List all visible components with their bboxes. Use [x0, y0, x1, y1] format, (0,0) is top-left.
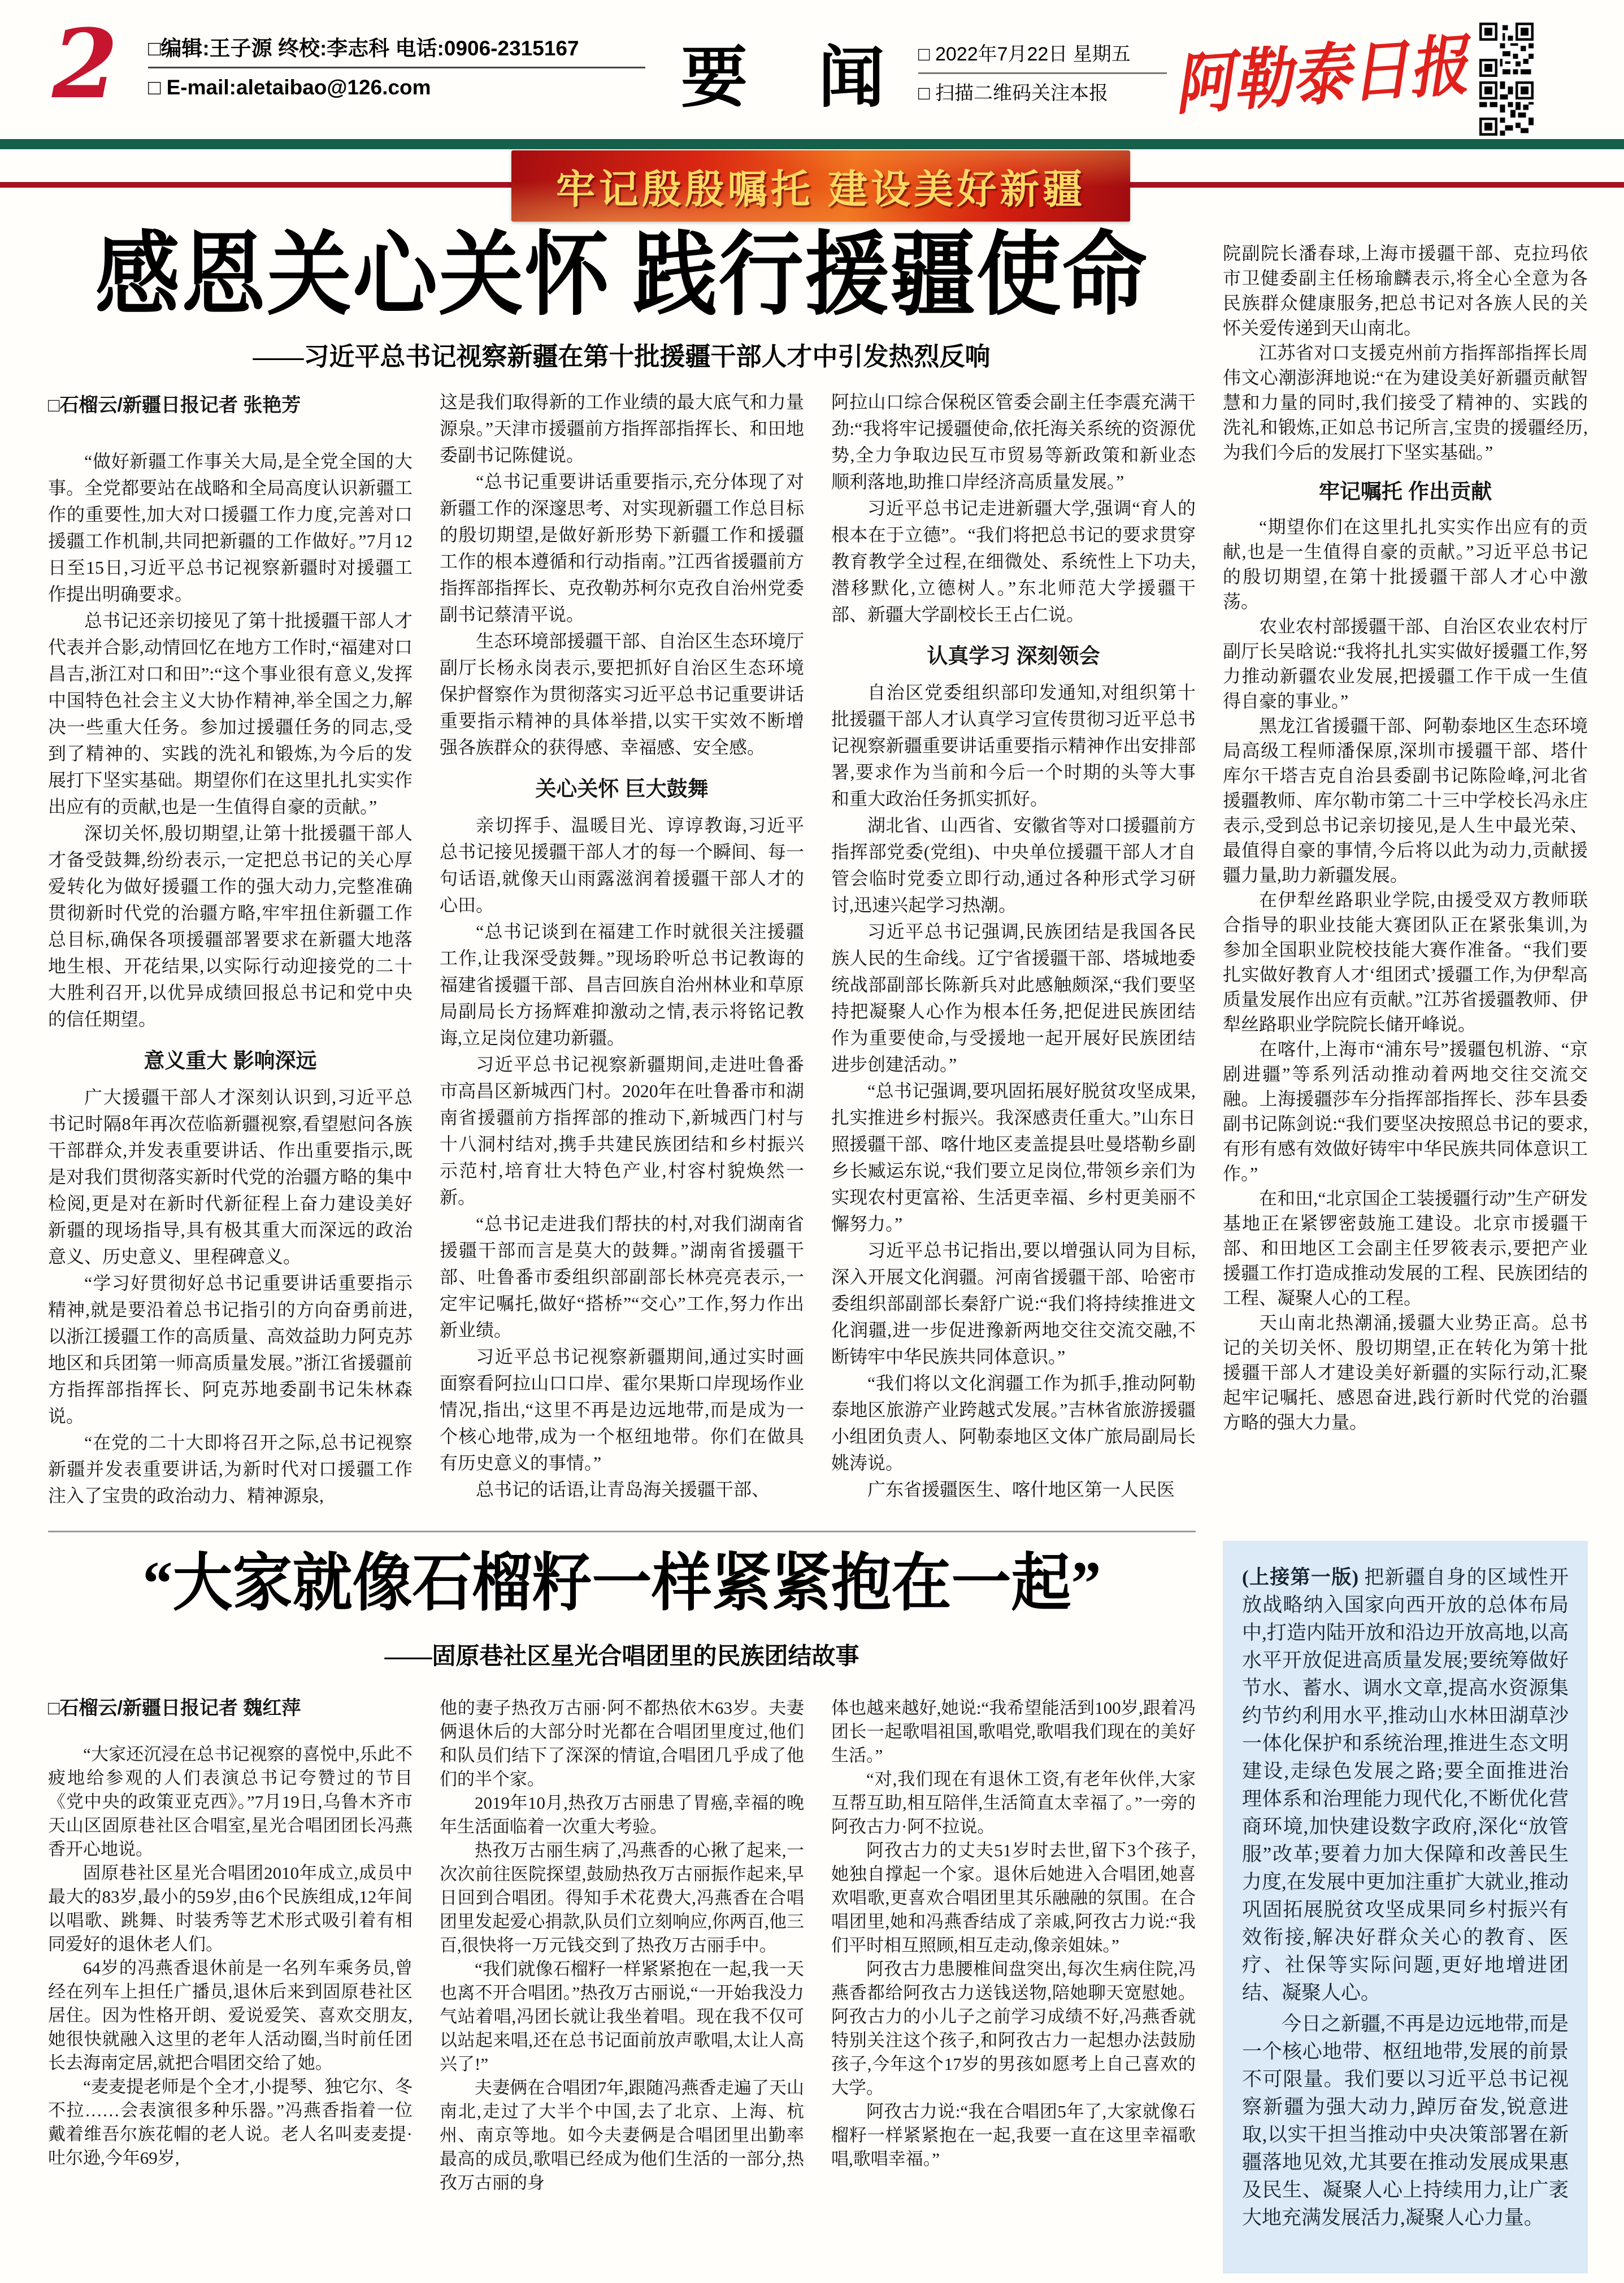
article-paragraph: 热孜万古丽生病了,冯燕香的心揪了起来,一次次前往医院探望,鼓励热孜万古丽振作起来,早日回到合唱团。得知手术花费大,冯燕香在合唱团里发起爱心捐款,队员们立刻响应,你两百,他三百,很快将一万元钱交到了热孜万古丽手中。: [440, 1840, 804, 1955]
article-paragraph: “总书记走进我们帮扶的村,对我们湖南省援疆干部而言是莫大的鼓舞。”湖南省援疆干部、吐鲁番市委组织部副部长林亮亮表示,一定牢记嘱托,做好“搭桥”“交心”工作,努力作出新业绩。: [440, 1214, 804, 1340]
qr-code-icon: [1479, 23, 1534, 77]
article-paragraph: “期望你们在这里扎扎实实作出应有的贡献,也是一生值得自豪的贡献。”习近平总书记的殷切期望,在第十批援疆干部人才心中激荡。: [1223, 517, 1588, 612]
article-paragraph: 在喀什,上海市“浦东号”援疆包机游、“京剧进疆”等系列活动推动着两地交往交流交融。上海援疆莎车分指挥部指挥长、莎车县委副书记陈剑说:“我们要坚决按照总书记的要求,有形有感有效做好铸牢中华民族共同体意识工作。”: [1223, 1039, 1588, 1184]
article-paragraph: “我们将以文化润疆工作为抓手,推动阿勒泰地区旅游产业跨越式发展。”吉林省旅游援疆小组团负责人、阿勒泰地区文体广旅局副局长姚涛说。: [831, 1373, 1196, 1473]
publish-date: □ 2022年7月22日 星期五: [918, 44, 1131, 65]
column-subhead: 认真学习 深刻领会: [927, 644, 1100, 668]
article-paragraph: 阿孜古力说:“我在合唱团5年了,大家就像石榴籽一样紧紧抱在一起,我要一直在这里幸福歌唱,歌唱幸福。”: [831, 2102, 1196, 2169]
article-paragraph: 深切关怀,殷切期望,让第十批援疆干部人才备受鼓舞,纷纷表示,一定把总书记的关心厚爱转化为做好援疆工作的强大动力,完整准确贯彻新时代党的治疆方略,牢牢扭住新疆工作总目标,确保各项援疆部署要求在新疆大地落地生根、开花结果,以实际行动迎接党的二十大胜利召开,以优异成绩回报总书记和党中央的信任期望。: [48, 823, 412, 1029]
qr-code-group: [1479, 23, 1534, 140]
article-paragraph: 在和田,“北京国企工装援疆行动”生产研发基地正在紧锣密鼓施工建设。北京市援疆干部、和田地区工会副主任罗筱表示,要把产业援疆工作打造成推动发展的工程、民族团结的工程、凝聚人心的工程。: [1223, 1188, 1588, 1308]
article1-column-3: [831, 389, 1196, 1524]
article-paragraph: 习近平总书记走进新疆大学,强调“育人的根本在于立德”。“我们将把总书记的要求贯穿教育教学全过程,在细微处、系统性上下功夫,潜移默化,立德树人。”东北师范大学援疆干部、新疆大学副校长王占仁说。: [831, 498, 1196, 625]
green-divider: [0, 139, 1624, 149]
header-divider: [148, 67, 645, 68]
article-paragraph: 院副院长潘春球,上海市援疆干部、克拉玛依市卫健委副主任杨瑜麟表示,将全心全意为各民族群众健康服务,把总书记对各族人民的关怀关爱传递到天山南北。: [1223, 243, 1588, 338]
article-paragraph: 阿拉山口综合保税区管委会副主任李震充满干劲:“我将牢记援疆使命,依托海关系统的资源优势,全力争取边民互市贸易等新政策和新业态顺利落地,助推口岸经济高质量发展。”: [831, 392, 1196, 492]
continued-from-page-one-box: [1223, 1541, 1588, 2273]
continued-label: (上接第一版): [1242, 1566, 1359, 1588]
article-paragraph: “在党的二十大即将召开之际,总书记视察新疆并发表重要讲话,为新时代对口援疆工作注入了宝贵的政治动力、精神源泉,: [48, 1432, 412, 1506]
qr-scan-hint: □ 扫描二维码关注本报: [918, 83, 1108, 104]
article-paragraph: 总书记的话语,让青岛海关援疆干部、: [476, 1479, 770, 1500]
article1-column-4: [1223, 241, 1588, 1533]
article-paragraph: 在伊犁丝路职业学院,由援受双方教师联合指导的职业技能大赛团队正在紧张集训,为参加全国职业院校技能大赛作准备。“我们要扎实做好教育人才‘组团式’援疆工作,为伊犁高质量发展作出应有贡献。”江苏省援疆教师、伊犁丝路职业学院院长储开峰说。: [1223, 890, 1588, 1034]
article-paragraph: 黑龙江省援疆干部、阿勒泰地区生态环境局高级工程师潘保原,深圳市援疆干部、塔什库尔干塔吉克自治县委副书记陈险峰,河北省援疆教师、库尔勒市第二十三中学校长冯永庄表示,受到总书记亲切接见,是人生中最光荣、最值得自豪的事情,今后将以此为动力,贡献援疆力量,助力新疆发展。: [1223, 716, 1588, 885]
article-paragraph: “对,我们现在有退休工资,有老年伙伴,大家互帮互助,相互陪伴,生活简直太幸福了。”一旁的阿孜古力·阿不拉说。: [831, 1769, 1196, 1836]
article-paragraph: 广东省援疆医生、喀什地区第一人民医: [867, 1479, 1175, 1500]
article-paragraph: 习近平总书记指出,要以增强认同为目标,深入开展文化润疆。河南省援疆干部、哈密市委组织部副部长秦舒广说:“我们将持续推进文化润疆,进一步促进豫新两地交往交流交融,不断铸牢中华民族共同体意识。”: [831, 1240, 1196, 1367]
header-divider: [918, 72, 1167, 74]
article-paragraph: 总书记还亲切接见了第十批援疆干部人才代表并合影,动情回忆在地方工作时,“福建对口昌吉,浙江对口和田”:“这个事业很有意义,发挥中国特色社会主义大协作精神,举全国之力,解决一些重大任务。参加过援疆任务的同志,受到了精神的、实践的洗礼和锻炼,为今后的发展打下坚实基础。期望你们在这里扎扎实实作出应有的贡献,也是一生值得自豪的贡献。”: [48, 610, 412, 817]
article-paragraph: 自治区党委组织部印发通知,对组织第十批援疆干部人才认真学习宣传贯彻习近平总书记视察新疆重要讲话重要指示精神作出安排部署,要求作为当前和今后一个时期的头等大事和重大政治任务抓实抓好。: [831, 682, 1196, 809]
article-paragraph: “做好新疆工作事关大局,是全党全国的大事。全党都要站在战略和全局高度认识新疆工作的重要性,加大对口援疆工作力度,完善对口援疆工作机制,共同把新疆的工作做好。”7月12日至15日,习近平总书记视察新疆时对援疆工作提出明确要求。: [48, 451, 412, 604]
article1-title: 感恩关心关怀 践行援疆使命: [95, 225, 1148, 327]
slogan-text: 牢记殷殷嘱托 建设美好新疆: [555, 167, 1086, 211]
article-paragraph: 习近平总书记强调,民族团结是我国各民族人民的生命线。辽宁省援疆干部、塔城地委统战部副部长陈新兵对此感触颇深,“我们要坚持把凝聚人心作为根本任务,把促进民族团结作为重要使命,与受援地一起开展好民族团结进步创建活动。”: [831, 921, 1196, 1075]
article-paragraph: 农业农村部援疆干部、自治区农业农村厅副厅长吴晗说:“我将扎扎实实做好援疆工作,努力推动新疆农业发展,把援疆工作干成一生值得自豪的事业。”: [1223, 616, 1588, 711]
editor-line: □编辑:王子源 终校:李志科 电话:0906-2315167: [148, 37, 579, 60]
article-byline: □石榴云/新疆日报记者 魏红萍: [48, 1697, 301, 1719]
article2: [48, 1531, 1196, 2267]
article-paragraph: “我们就像石榴籽一样紧紧抱在一起,我一天也离不开合唱团。”热孜万古丽说,“一开始我没力气站着唱,冯团长就让我坐着唱。现在我不仅可以站起来唱,还在总书记面前放声歌唱,太让人高兴了!”: [440, 1959, 804, 2074]
column-subhead: 关心关怀 巨大鼓舞: [535, 777, 709, 800]
article-paragraph: “总书记强调,要巩固拓展好脱贫攻坚成果,扎实推进乡村振兴。我深感责任重大。”山东日照援疆干部、喀什地区麦盖提县吐曼塔勒乡副乡长臧运东说,“我们要立足岗位,带领乡亲们为实现农村更富裕、生活更幸福、乡村更美丽不懈努力。”: [831, 1081, 1196, 1234]
article-paragraph: 这是我们取得新的工作业绩的最大底气和力量源泉。”天津市援疆前方指挥部指挥长、和田地委副书记陈健说。: [440, 392, 804, 465]
article2-column-2: [440, 1696, 804, 2267]
article-paragraph: 64岁的冯燕香退休前是一名列车乘务员,曾经在列车上担任广播员,退休后来到固原巷社区居住。因为性格开朗、爱说爱笑、喜欢交朋友,她很快就融入这里的老年人活动圈,当时前任团长去海南定居,就把合唱团交给了她。: [48, 1958, 412, 2073]
article-paragraph: 2019年10月,热孜万古丽患了胃癌,幸福的晚年生活面临着一次重大考验。: [440, 1793, 804, 1836]
article-paragraph: 广大援疆干部人才深刻认识到,习近平总书记时隔8年再次莅临新疆视察,看望慰问各族干部群众,并发表重要讲话、作出重要指示,既是对我们贯彻落实新时代党的治疆方略的集中检阅,更是对在新时代新征程上奋力建设美好新疆的现场指导,具有极其重大而深远的政治意义、历史意义、里程碑意义。: [48, 1087, 412, 1267]
date-info: [918, 41, 1184, 107]
editor-info: [148, 34, 662, 102]
article2-subtitle: ——固原巷社区星光合唱团里的民族团结故事: [384, 1644, 859, 1670]
article-paragraph: 习近平总书记视察新疆期间,走进吐鲁番市高昌区新城西门村。2020年在吐鲁番市和湖南省援疆前方指挥部的推动下,新城西门村与十八洞村结对,携手共建民族团结和乡村振兴示范村,培育壮大特色产业,村容村貌焕然一新。: [440, 1054, 804, 1207]
article-paragraph: 阿孜古力的丈夫51岁时去世,留下3个孩子,她独自撑起一个家。退休后她进入合唱团,她喜欢唱歌,更喜欢合唱团里其乐融融的氛围。在合唱团里,她和冯燕香结成了亲戚,阿孜古力说:“我们平时相互照顾,相互走动,像亲姐妹。”: [831, 1840, 1196, 1955]
article-paragraph: 今日之新疆,不再是边远地带,而是一个核心地带、枢纽地带,发展的前景不可限量。我们要以习近平总书记视察新疆为强大动力,踔厉奋发,锐意进取,以实干担当推动中央决策部署在新疆落地见效,尤其要在推动发展成果惠及民生、凝聚人心上持续用力,让广袤大地充满发展活力,凝聚人心力量。: [1242, 2013, 1569, 2229]
article-paragraph: 生态环境部援疆干部、自治区生态环境厅副厅长杨永岗表示,要把抓好自治区生态环境保护督察作为贯彻落实习近平总书记重要讲话重要指示精神的具体举措,以实干实效不断增强各族群众的获得感、幸福感、安全感。: [440, 631, 804, 757]
article-paragraph: 固原巷社区星光合唱团2010年成立,成员中最大的83岁,最小的59岁,由6个民族组成,12年间以唱歌、跳舞、时装秀等艺术形式吸引着有相同爱好的退休老人们。: [48, 1863, 412, 1954]
column-subhead: 意义重大 影响深远: [144, 1049, 317, 1072]
article-paragraph: 江苏省对口支援克州前方指挥部指挥长周伟文心潮澎湃地说:“在为建设美好新疆贡献智慧和力量的同时,我们接受了精神的、实践的洗礼和锻炼,正如总书记所言,宝贵的援疆经历,为我们今后的发展打下坚实基础。”: [1223, 343, 1588, 462]
article-paragraph: 夫妻俩在合唱团7年,跟随冯燕香走遍了天山南北,走过了大半个中国,去了北京、上海、杭州、南京等地。如今夫妻俩是合唱团里出勤率最高的成员,歌唱已经成为他们生活的一部分,热孜万古丽的身: [440, 2078, 804, 2193]
email-line: □ E-mail:aletaibao@126.com: [148, 76, 431, 99]
article-paragraph: 天山南北热潮涌,援疆大业势正高。总书记的关切关怀、殷切期望,正在转化为第十批援疆干部人才建设美好新疆的实际行动,汇聚起牢记嘱托、感恩奋进,践行新时代党的治疆方略的强大力量。: [1223, 1312, 1588, 1432]
column-subhead: 牢记嘱托 作出贡献: [1318, 480, 1492, 503]
article-paragraph: (上接第一版) 把新疆自身的区域性开放战略纳入国家向西开放的总体布局中,打造内陆开放和沿边开放高地,以高水平开放促进高质量发展;要统筹做好节水、蓄水、调水文章,提高水资源集约节约利用水平,推动山水林田湖草沙一体化保护和系统治理,推进生态文明建设,走绿色发展之路;要全面推进治理体系和治理能力现代化,不断优化营商环境,加快建设数字政府,深化“放管服”改革;要着力加大保障和改善民生力度,在发展中更加注重扩大就业,推动巩固拓展脱贫攻坚成果同乡村振兴有效衔接,解决好群众关心的教育、医疗、社保等实际问题,更好地增进团结、凝聚人心。: [1242, 1566, 1569, 2004]
article-paragraph: 亲切挥手、温暖目光、谆谆教诲,习近平总书记接见援疆干部人才的每一个瞬间、每一句话语,就像天山雨露滋润着援疆干部人才的心田。: [440, 815, 804, 915]
article1-column-1: [48, 389, 412, 1524]
article-paragraph: 习近平总书记视察新疆期间,通过实时画面察看阿拉山口口岸、霍尔果斯口岸现场作业情况,指出,“这里不再是边远地带,而是成为一个核心地带,成为一个枢纽地带。你们在做具有历史意义的事情。”: [440, 1346, 804, 1473]
article2-column-3: [831, 1696, 1196, 2267]
article2-title: “大家就像石榴籽一样紧紧抱在一起”: [142, 1549, 1101, 1618]
qr-code-icon: [1479, 81, 1534, 136]
article2-column-1: [48, 1696, 412, 2267]
article-paragraph: 他的妻子热孜万古丽·阿不都热依木63岁。夫妻俩退休后的大部分时光都在合唱团里度过,他们和队员们结下了深深的情谊,合唱团几乎成了他们的半个家。: [440, 1698, 804, 1789]
article-paragraph: “总书记谈到在福建工作时就很关注援疆工作,让我深受鼓舞。”现场聆听总书记教诲的福建省援疆干部、昌吉回族自治州林业和草原局副局长方扬辉难抑激动之情,表示将铭记教诲,立足岗位建功新疆。: [440, 921, 804, 1048]
article-byline: □石榴云/新疆日报记者 张艳芳: [48, 395, 301, 416]
article-paragraph: “学习好贯彻好总书记重要讲话重要指示精神,就是要沿着总书记指引的方向奋勇前进,以浙江援疆工作的高质量、高效益助力阿克苏地区和兵团第一师高质量发展。”浙江省援疆前方指挥部指挥长、阿克苏地委副书记朱林森说。: [48, 1273, 412, 1426]
article-paragraph: 体也越来越好,她说:“我希望能活到100岁,跟着冯团长一起歌唱祖国,歌唱党,歌唱我们现在的美好生活。”: [831, 1698, 1196, 1765]
masthead-title: 阿勒泰日报: [1171, 29, 1470, 123]
page-number: 2: [52, 8, 118, 120]
article1-columns: [48, 389, 1196, 1524]
section-title: 要 闻: [681, 41, 911, 115]
article1-column-2: [440, 389, 804, 1524]
article1-subtitle: ——习近平总书记视察新疆在第十批援疆干部人才中引发热烈反响: [253, 343, 991, 371]
article-paragraph: “大家还沉浸在总书记视察的喜悦中,乐此不疲地给参观的人们表演总书记夸赞过的节目《党中央的政策亚克西》。”7月19日,乌鲁木齐市天山区固原巷社区合唱室,星光合唱团团长冯燕香开心地说。: [48, 1744, 412, 1859]
article-paragraph: “麦麦提老师是个全才,小提琴、独它尔、冬不拉……会表演很多种乐器。”冯燕香指着一位戴着维吾尔族花帽的老人说。老人名叫麦麦提·吐尔逊,今年69岁,: [48, 2077, 412, 2168]
article2-columns: [48, 1696, 1196, 2267]
article-paragraph: “总书记重要讲话重要指示,充分体现了对新疆工作的深邃思考、对实现新疆工作总目标的殷切期望,是做好新形势下新疆工作和援疆工作的根本遵循和行动指南。”江西省援疆前方指挥部指挥长、克孜勒苏柯尔克孜自治州党委副书记蔡清平说。: [440, 471, 804, 625]
article-paragraph: 湖北省、山西省、安徽省等对口援疆前方指挥部党委(党组)、中央单位援疆干部人才自管会临时党委立即行动,通过各种形式学习研讨,迅速兴起学习热潮。: [831, 815, 1196, 915]
slogan-banner: [511, 150, 1130, 222]
article-paragraph: 阿孜古力患腰椎间盘突出,每次生病住院,冯燕香都给阿孜古力送钱送物,陪她聊天宽慰她。阿孜古力的小儿子之前学习成绩不好,冯燕香就特别关注这个孩子,和阿孜古力一起想办法鼓励孩子,今年这个17岁的男孩如愿考上自己喜欢的大学。: [831, 1959, 1196, 2098]
